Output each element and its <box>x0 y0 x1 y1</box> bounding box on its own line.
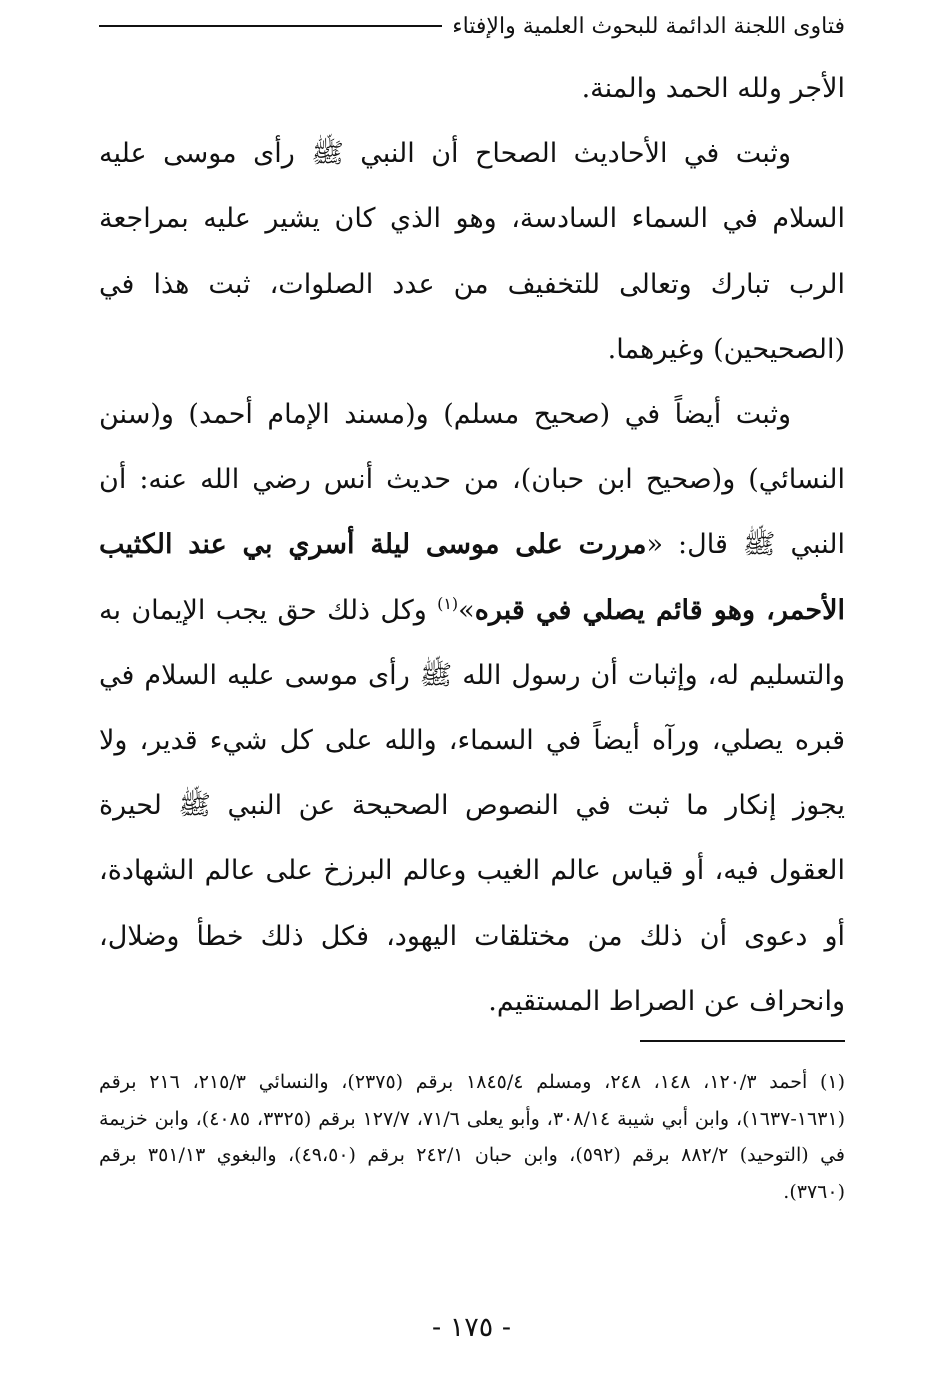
footnote-separator <box>640 1040 845 1042</box>
header-rule <box>99 25 442 27</box>
main-text <box>99 56 845 1034</box>
paragraph-3 <box>99 382 845 1034</box>
running-header <box>99 6 845 46</box>
paragraph-3-rest: وكل ذلك حق يجب الإيمان به والتسليم له، وإثبات أن رسول الله ﷺ رأى موسى عليه السلام في قبره يصلي، ورآه أيضاً في السماء، والله على كل شيء قدير، ولا يجوز إنكار ما ثبت في النصوص الصحيحة عن النبي ﷺ لحيرة العقول فيه، أو قياس عالم الغيب وعالم البرزخ على عالم الشهادة، أو دعوى أن ذلك من مختلقات اليهود، فكل ذلك خطأ وضلال، وانحراف عن الصراط المستقيم. <box>99 594 845 1017</box>
footnote-reference: (١) <box>437 593 459 613</box>
paragraph-1: الأجر ولله الحمد والمنة. <box>581 73 845 104</box>
header-title: فتاوى اللجنة الدائمة للبحوث العلمية والإفتاء <box>452 13 845 39</box>
footnote-text: (١) أحمد ١٢٠/٣، ١٤٨، ٢٤٨، ومسلم ١٨٤٥/٤ برقم (٢٣٧٥)، والنسائي ٢١٥/٣، ٢١٦ برقم (١٦٣١-١٦٣٧)، وابن أبي شيبة ٣٠٨/١٤، وأبو يعلى ٧١/٦، ١٢٧/٧ برقم (٣٣٢٥، ٤٠٨٥)، وابن خزيمة في (التوحيد) ٨٨٢/٢ برقم (٥٩٢)، وابن حبان ٢٤٢/١ برقم (٤٩،٥٠)، والبغوي ٣٥١/١٣ برقم (٣٧٦٠). <box>99 1071 846 1203</box>
page-number: - ١٧٥ - <box>432 1312 511 1343</box>
paragraph-3-intro: وثبت أيضاً في (صحيح مسلم) و(مسند الإمام أحمد) و(سنن النسائي) و(صحيح ابن حبان)، من حديث أنس رضي الله عنه: أن النبي ﷺ قال: « <box>99 399 845 561</box>
hadith-quote: مررت على موسى ليلة أسري بي عند الكثيب الأحمر، وهو قائم يصلي في قبره <box>99 529 845 626</box>
paragraph-2: وثبت في الأحاديث الصحاح أن النبي ﷺ رأى موسى عليه السلام في السماء السادسة، وهو الذي كان يشير عليه بمراجعة الرب تبارك وتعالى للتخفيف من عدد الصلوات، ثبت هذا في (الصحيحين) وغيرهما. <box>99 138 845 365</box>
quote-close: » <box>458 594 475 626</box>
